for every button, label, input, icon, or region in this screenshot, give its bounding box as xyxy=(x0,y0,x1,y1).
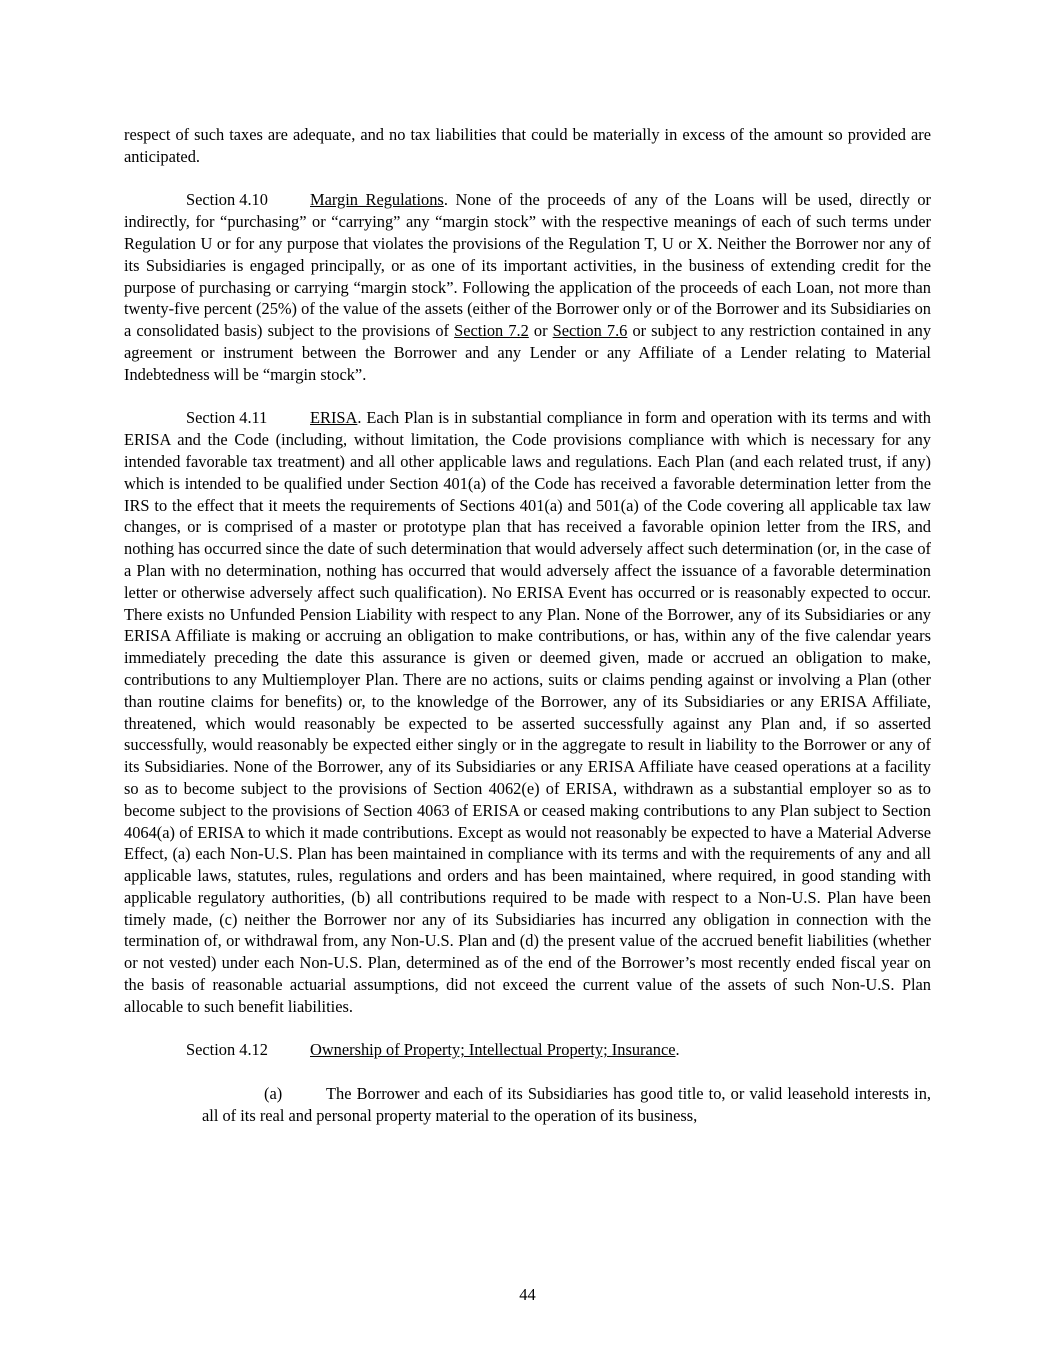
section-4-12-subsection-a xyxy=(124,1083,931,1127)
section-4-11-paragraph xyxy=(124,407,931,1017)
document-body xyxy=(124,124,931,1127)
section-4-12-paragraph xyxy=(124,1039,931,1061)
page-number: 44 xyxy=(519,1285,536,1304)
section-4-11-heading: ERISA xyxy=(310,408,358,428)
section-4-12-heading-period: . xyxy=(675,1040,680,1060)
section-4-10-paragraph xyxy=(124,189,931,385)
carryover-text: respect of such taxes are adequate, and no tax liabilities that could be materially in excess of the amount so provided are anticipated. xyxy=(124,125,931,166)
section-4-10-text-b: or xyxy=(528,321,553,341)
section-4-10-text-a: . None of the proceeds of any of the Loans will be used, directly or indirectly, for “purchasing” or “carrying” any “margin stock” with the respective meanings of each of such terms under Regulation U or for any purpose that violates the provisions of the Regulation T, U or X. Neither the Borrower nor any of its Subsidiaries is engaged principally, or as one of its important activities, in the business of extending credit for the purpose of purchasing or carrying “margin stock”. Following the application of the proceeds of each Loan, not more than twenty-five percent (25%) of the value of the assets (either of the Borrower only or of the Borrower and its Subsidiaries on a consolidated basis) subject to the provisions of xyxy=(124,190,931,341)
section-7-6-reference: Section 7.6 xyxy=(552,321,628,341)
section-4-10-number: Section 4.10 xyxy=(186,190,268,210)
section-4-12-number: Section 4.12 xyxy=(186,1040,268,1060)
carryover-paragraph xyxy=(124,124,931,168)
section-7-2-reference: Section 7.2 xyxy=(454,321,529,341)
section-4-12-heading: Ownership of Property; Intellectual Property; Insurance xyxy=(310,1040,676,1060)
section-4-10-heading: Margin Regulations xyxy=(310,190,444,210)
section-4-11-number: Section 4.11 xyxy=(186,408,268,428)
subsection-a-label: (a) xyxy=(264,1084,283,1104)
section-4-10-text-c: or subject to any restriction contained in any agreement or instrument between the Borrower and any Lender or any Affiliate of a Lender relating to Material Indebtedness will be “margin stock”. xyxy=(124,321,932,384)
subsection-a-text: The Borrower and each of its Subsidiaries has good title to, or valid leasehold interests in, all of its real and personal property material to the operation of its business, xyxy=(202,1084,931,1125)
section-4-11-text: . Each Plan is in substantial compliance in form and operation with its terms and with ERISA and the Code (including, without limitation, the Code provisions compliance with which is necessary for any intended favorable tax treatment) and all other applicable laws and regulations. Each Plan (and each related trust, if any) which is intended to be qualified under Section 401(a) of the Code has received a favorable determination letter from the IRS to the effect that it meets the requirements of Sections 401(a) and 501(a) of the Code covering all applicable tax law changes, or is comprised of a master or prototype plan that has received a favorable opinion letter from the IRS, and nothing has occurred since the date of such determination that would adversely affect such determination (or, in the case of a Plan with no determination, nothing has occurred that would adversely affect the issuance of a favorable determination letter or otherwise adversely affect such qualification). No ERISA Event has occurred or is reasonably expected to occur. There exists no Unfunded Pension Liability with respect to any Plan. None of the Borrower, any of its Subsidiaries or any ERISA Affiliate is making or accruing an obligation to make contributions, or has, within any of the five calendar years immediately preceding the date this assurance is given or deemed given, made or accrued an obligation to make, contributions to any Multiemployer Plan. There are no actions, suits or claims pending against or involving a Plan (other than routine claims for benefits) or, to the knowledge of the Borrower, any of its Subsidiaries or any ERISA Affiliate, threatened, which would reasonably be expected to be asserted successfully against any Plan and, if so asserted successfully, would reasonably be expected either singly or in the aggregate to result in liability to the Borrower or any of its Subsidiaries. None of the Borrower, any of its Subsidiaries or any ERISA Affiliate have ceased operations at a facility so as to become subject to the provisions of Section 4062(e) of ERISA, withdrawn as a substantial employer so as to become subject to the provisions of Section 4063 of ERISA or ceased making contributions to any Plan subject to Section 4064(a) of ERISA to which it made contributions. Except as would not reasonably be expected to have a Material Adverse Effect, (a) each Non-U.S. Plan has been maintained in compliance with its terms and with the requirements of any and all applicable laws, statutes, rules, regulations and orders and has been maintained, where required, in good standing with applicable regulatory authorities, (b) all contributions required to be made with respect to a Non-U.S. Plan have been timely made, (c) neither the Borrower nor any of its Subsidiaries has incurred any obligation in connection with the termination of, or withdrawal from, any Non-U.S. Plan and (d) the present value of the accrued benefit liabilities (whether or not vested) under each Non-U.S. Plan, determined as of the end of the Borrower’s most recently ended fiscal year on the basis of reasonable actuarial assumptions, did not exceed the current value of the assets of such Non-U.S. Plan allocable to such benefit liabilities. xyxy=(124,408,931,1016)
